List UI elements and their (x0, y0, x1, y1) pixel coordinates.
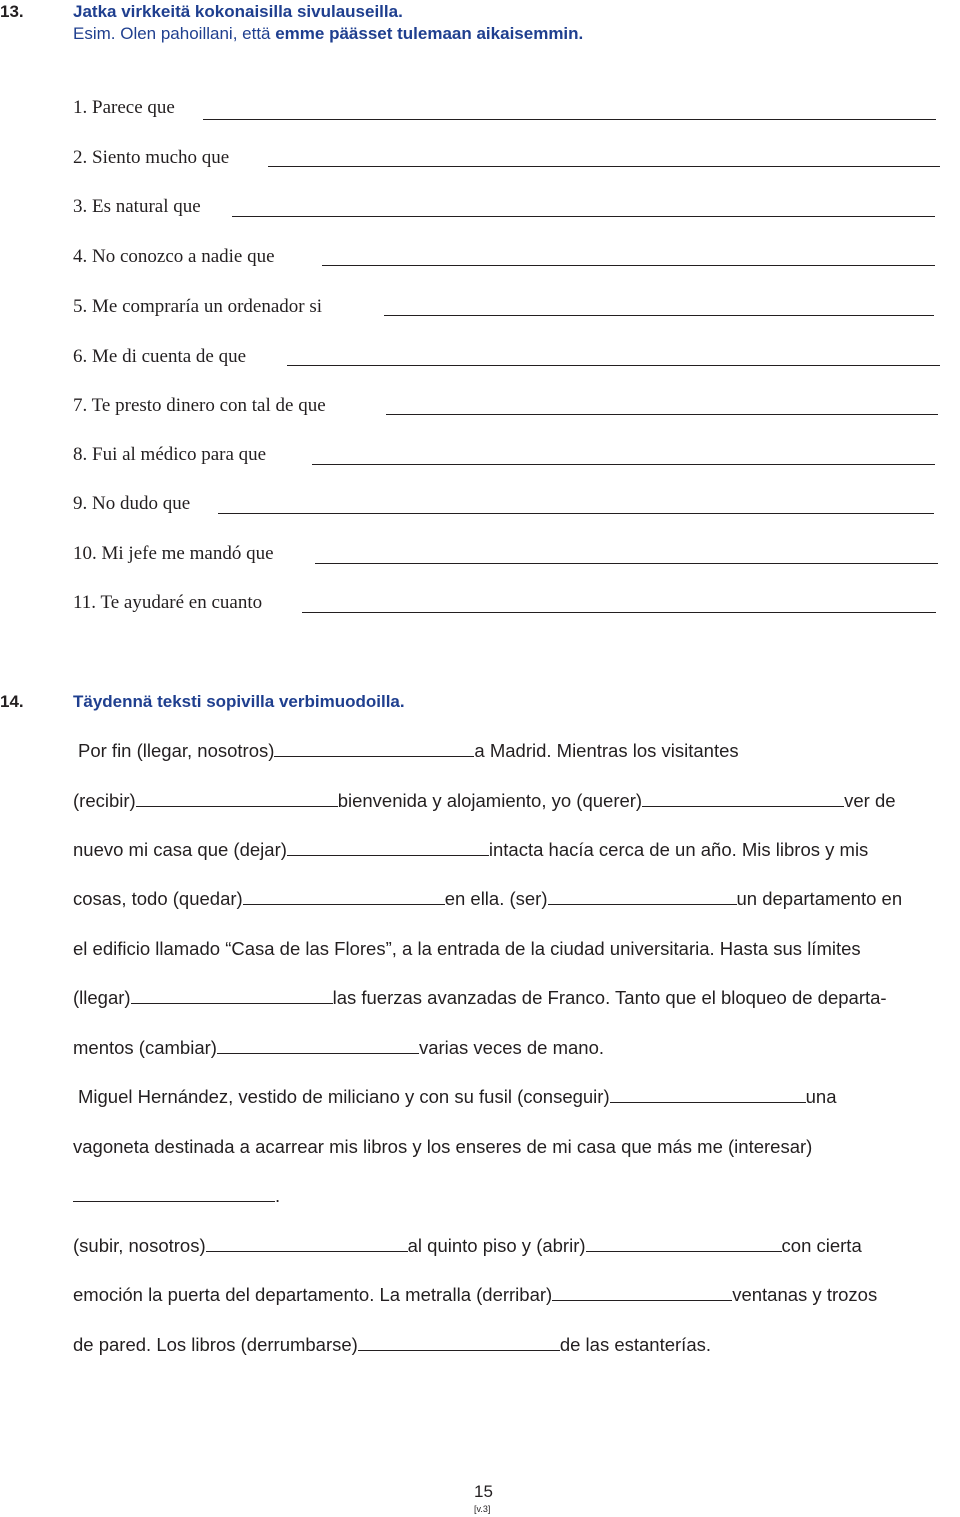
text-line-9: vagoneta destinada a acarrear mis libros y los enseres de mi casa que más me (interesar) (73, 1136, 813, 1157)
exercise-13-number: 13. (0, 2, 24, 21)
blank-recibir[interactable] (136, 805, 338, 807)
blank-llegar[interactable] (274, 755, 474, 757)
answer-line-6[interactable] (287, 365, 940, 366)
text-fragment: (recibir) (73, 790, 136, 811)
text-fragment: (subir, nosotros) (73, 1235, 206, 1256)
item-4: 4. No conozco a nadie que (73, 246, 275, 267)
exercise-13-title: Jatka virkkeitä kokonaisilla sivulauseilla. (73, 2, 403, 21)
text-line-1 (78, 740, 739, 762)
blank-subir[interactable] (206, 1250, 408, 1252)
text-fragment: al quinto piso y (abrir) (407, 1235, 586, 1256)
answer-line-9[interactable] (218, 513, 934, 514)
blank-ser[interactable] (548, 903, 737, 905)
text-fragment: un departamento en (736, 888, 903, 909)
item-7: 7. Te presto dinero con tal de que (73, 395, 326, 416)
blank-abrir[interactable] (586, 1250, 782, 1252)
exercise-13-example (73, 24, 583, 44)
exercise-14-title: Täydennä teksti sopivilla verbimuodoilla. (73, 692, 405, 711)
text-fragment: intacta hacía cerca de un año. Mis libros y mis (488, 839, 869, 860)
example-answer: emme päässet tulemaan aikaisemmin. (275, 24, 584, 43)
text-fragment: una (805, 1086, 837, 1107)
text-line-13 (73, 1334, 711, 1356)
page-number: 15 (474, 1482, 493, 1501)
blank-dejar[interactable] (287, 854, 489, 856)
item-1: 1. Parece que (73, 97, 175, 118)
answer-line-5[interactable] (384, 315, 934, 316)
blank-derrumbarse[interactable] (358, 1349, 560, 1351)
text-fragment: bienvenida y alojamiento, yo (querer) (337, 790, 643, 811)
text-fragment: (llegar) (73, 987, 131, 1008)
blank-cambiar[interactable] (217, 1052, 419, 1054)
text-line-6 (73, 987, 887, 1009)
item-3: 3. Es natural que (73, 196, 201, 217)
answer-line-1[interactable] (203, 119, 936, 120)
text-fragment: emoción la puerta del departamento. La metralla (derribar) (73, 1284, 553, 1305)
exercise-14-number: 14. (0, 692, 24, 711)
text-fragment: ver de (844, 790, 896, 811)
example-prefix: Esim. Olen pahoillani, että (73, 24, 276, 43)
item-8: 8. Fui al médico para que (73, 444, 267, 465)
text-fragment: varias veces de mano. (418, 1037, 605, 1058)
text-fragment: con cierta (781, 1235, 862, 1256)
text-fragment: . (275, 1185, 281, 1206)
blank-derribar[interactable] (552, 1299, 732, 1301)
text-line-4 (73, 888, 902, 910)
text-fragment: de las estanterías. (559, 1334, 711, 1355)
answer-line-11[interactable] (302, 612, 936, 613)
text-fragment: a Madrid. Mientras los visitantes (474, 740, 739, 761)
text-line-5: el edificio llamado “Casa de las Flores”, a la entrada de la ciudad universitaria. Hasta sus límites (73, 938, 861, 959)
answer-line-7[interactable] (386, 414, 938, 415)
item-5: 5. Me compraría un ordenador si (73, 296, 323, 317)
text-fragment: de pared. Los libros (derrumbarse) (73, 1334, 358, 1355)
item-9: 9. No dudo que (73, 493, 191, 514)
answer-line-4[interactable] (322, 265, 935, 266)
blank-conseguir[interactable] (610, 1101, 806, 1103)
answer-line-2[interactable] (268, 166, 940, 167)
text-fragment: cosas, todo (quedar) (73, 888, 243, 909)
item-10: 10. Mi jefe me mandó que (73, 543, 274, 564)
text-fragment: Miguel Hernández, vestido de miliciano y con su fusil (conseguir) (78, 1086, 610, 1107)
item-6: 6. Me di cuenta de que (73, 346, 247, 367)
answer-line-3[interactable] (232, 216, 935, 217)
answer-line-8[interactable] (312, 464, 935, 465)
text-fragment: nuevo mi casa que (dejar) (73, 839, 287, 860)
text-line-11 (73, 1235, 862, 1257)
blank-quedar[interactable] (243, 903, 445, 905)
text-fragment: en ella. (ser) (444, 888, 548, 909)
item-11: 11. Te ayudaré en cuanto (73, 592, 263, 613)
item-2: 2. Siento mucho que (73, 147, 230, 168)
text-line-12 (73, 1284, 877, 1306)
text-line-3 (73, 839, 868, 861)
text-fragment: las fuerzas avanzadas de Franco. Tanto que el bloqueo de departa- (332, 987, 887, 1008)
blank-interesar[interactable] (73, 1200, 275, 1202)
text-fragment: Por fin (llegar, nosotros) (78, 740, 275, 761)
blank-querer[interactable] (642, 805, 844, 807)
answer-line-10[interactable] (315, 563, 938, 564)
text-line-2 (73, 790, 896, 812)
text-fragment: ventanas y trozos (732, 1284, 878, 1305)
version-label: [v.3] (474, 1504, 491, 1514)
text-fragment: mentos (cambiar) (73, 1037, 217, 1058)
text-line-10 (73, 1185, 280, 1207)
blank-llegar-2[interactable] (131, 1002, 333, 1004)
text-line-7 (73, 1037, 604, 1059)
text-line-8 (78, 1086, 837, 1108)
